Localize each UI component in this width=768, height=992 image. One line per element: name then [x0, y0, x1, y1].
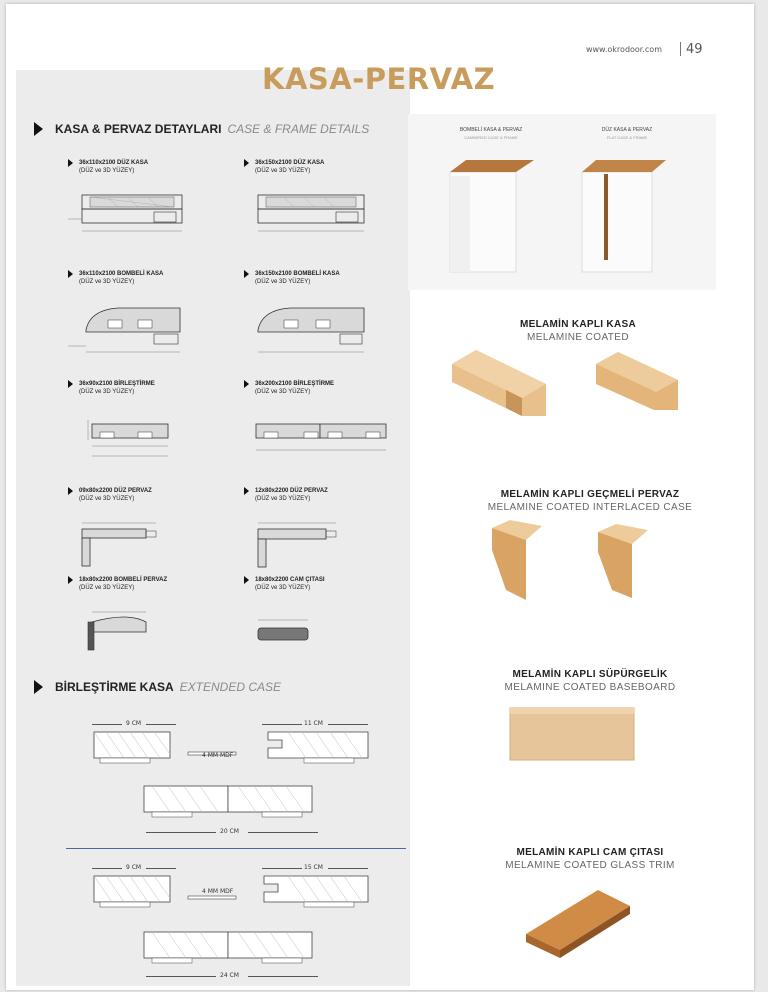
- section-heading-extended-case: [34, 680, 281, 694]
- glass-trim-image: [518, 884, 638, 964]
- flat-architrave-diagram: [68, 507, 198, 569]
- flat-frame-diagram: [244, 179, 374, 239]
- detail-surface: (DÜZ ve 3D YÜZEY): [79, 585, 135, 591]
- product-name-en: MELAMINE COATED GLASS TRIM: [505, 860, 675, 871]
- dimension-label: 24 CM: [220, 972, 239, 979]
- detail-name: 36x110x2100 BOMBELİ KASA: [79, 271, 164, 277]
- detail-name: 12x80x2200 DÜZ PERVAZ: [255, 488, 328, 494]
- photo-caption-flat: DÜZ KASA & PERVAZ FLAT CASE & FRAME: [601, 127, 653, 140]
- detail-item: [244, 270, 394, 358]
- section-title-tr: KASA & PERVAZ DETAYLARI: [55, 122, 222, 136]
- detail-item: [68, 159, 218, 239]
- arrow-right-icon: [68, 576, 73, 584]
- product-title: [456, 846, 724, 872]
- product-name-en: MELAMINE COATED: [527, 332, 629, 343]
- arrow-right-icon: [244, 380, 249, 388]
- dimension-label: 11 CM: [304, 720, 323, 727]
- website-url[interactable]: www.okrodoor.com: [585, 45, 662, 54]
- product-name-en: MELAMINE COATED INTERLACED CASE: [487, 502, 693, 513]
- product-name-en: MELAMINE COATED BASEBOARD: [504, 682, 676, 693]
- product-title: [456, 488, 724, 514]
- divider: [66, 848, 406, 849]
- detail-name: 36x150x2100 DÜZ KASA: [255, 160, 325, 166]
- section-title-en: CASE & FRAME DETAILS: [227, 122, 370, 136]
- baseboard-image: [508, 704, 638, 764]
- detail-surface: (DÜZ ve 3D YÜZEY): [255, 168, 311, 174]
- detail-item: [244, 159, 394, 239]
- detail-name: 36x200x2100 BİRLEŞTİRME: [255, 381, 335, 387]
- arrow-right-icon: [68, 380, 73, 388]
- detail-surface: (DÜZ ve 3D YÜZEY): [255, 389, 311, 395]
- detail-item: [68, 270, 218, 358]
- arrow-right-icon: [244, 576, 249, 584]
- flat-architrave-diagram: [244, 507, 374, 569]
- section-heading-case-frame-details: [34, 122, 369, 136]
- detail-item: [68, 487, 218, 569]
- product-title: [456, 668, 724, 694]
- section-title-en: EXTENDED CASE: [179, 680, 282, 694]
- arrow-right-icon: [34, 680, 43, 694]
- detail-name: 09x80x2200 DÜZ PERVAZ: [79, 488, 152, 494]
- mdf-label: 4 MM MDF: [202, 752, 234, 759]
- melamine-case-image: [446, 344, 686, 422]
- extension-frame-diagram: [244, 400, 394, 466]
- arrow-right-icon: [68, 487, 73, 495]
- detail-item: [244, 380, 394, 466]
- dimension-label: 15 CM: [304, 864, 323, 871]
- page-number-divider: [680, 42, 681, 56]
- arrow-right-icon: [244, 159, 249, 167]
- detail-item: [244, 487, 394, 569]
- detail-name: 18x80x2200 BOMBELİ PERVAZ: [79, 577, 168, 583]
- catalog-page: [6, 4, 754, 990]
- extension-frame-diagram: [68, 400, 198, 466]
- mdf-label: 4 MM MDF: [202, 888, 234, 895]
- detail-name: 36x110x2100 DÜZ KASA: [79, 160, 149, 166]
- flat-frame-diagram: [68, 179, 198, 239]
- page-number: 49: [686, 42, 703, 57]
- section-title-tr: BİRLEŞTİRME KASA: [55, 680, 174, 694]
- detail-surface: (DÜZ ve 3D YÜZEY): [255, 585, 311, 591]
- dimension-label: 9 CM: [126, 720, 142, 727]
- arrow-right-icon: [244, 487, 249, 495]
- detail-surface: (DÜZ ve 3D YÜZEY): [255, 496, 311, 502]
- dimension-label: 20 CM: [220, 828, 239, 835]
- product-name-tr: MELAMİN KAPLI SÜPÜRGELİK: [512, 669, 668, 680]
- detail-item: [244, 576, 394, 654]
- arrow-right-icon: [68, 270, 73, 278]
- detail-surface: (DÜZ ve 3D YÜZEY): [79, 279, 135, 285]
- dimension-label: 9 CM: [126, 864, 142, 871]
- arrow-right-icon: [34, 122, 43, 136]
- detail-surface: (DÜZ ve 3D YÜZEY): [79, 389, 135, 395]
- detail-surface: (DÜZ ve 3D YÜZEY): [255, 279, 311, 285]
- detail-name: 18x80x2200 CAM ÇITASI: [255, 577, 325, 583]
- product-name-tr: MELAMİN KAPLI CAM ÇITASI: [516, 847, 664, 858]
- cambered-architrave-diagram: [68, 596, 198, 654]
- product-title: [444, 318, 712, 344]
- extended-case-profiles: [92, 872, 372, 966]
- interlaced-architrave-image: [486, 520, 666, 602]
- detail-surface: (DÜZ ve 3D YÜZEY): [79, 168, 135, 174]
- photo-caption-cambered: BOMBELİ KASA & PERVAZ CAMBERED CASE & FRAME: [459, 127, 523, 140]
- product-name-tr: MELAMİN KAPLI GEÇMELİ PERVAZ: [500, 489, 680, 500]
- detail-item: [68, 576, 218, 654]
- detail-name: 36x90x2100 BİRLEŞTİRME: [79, 381, 155, 387]
- page-title: KASA-PERVAZ: [262, 62, 496, 96]
- detail-surface: (DÜZ ve 3D YÜZEY): [79, 496, 135, 502]
- extended-case-profiles: [92, 728, 372, 820]
- arrow-right-icon: [244, 270, 249, 278]
- glass-trim-diagram: [244, 596, 374, 654]
- arrow-right-icon: [68, 159, 73, 167]
- cambered-frame-diagram: [68, 290, 198, 358]
- detail-item: [68, 380, 218, 466]
- detail-name: 36x150x2100 BOMBELİ KASA: [255, 271, 340, 277]
- cambered-frame-diagram: [244, 290, 374, 358]
- product-name-tr: MELAMİN KAPLI KASA: [520, 319, 636, 330]
